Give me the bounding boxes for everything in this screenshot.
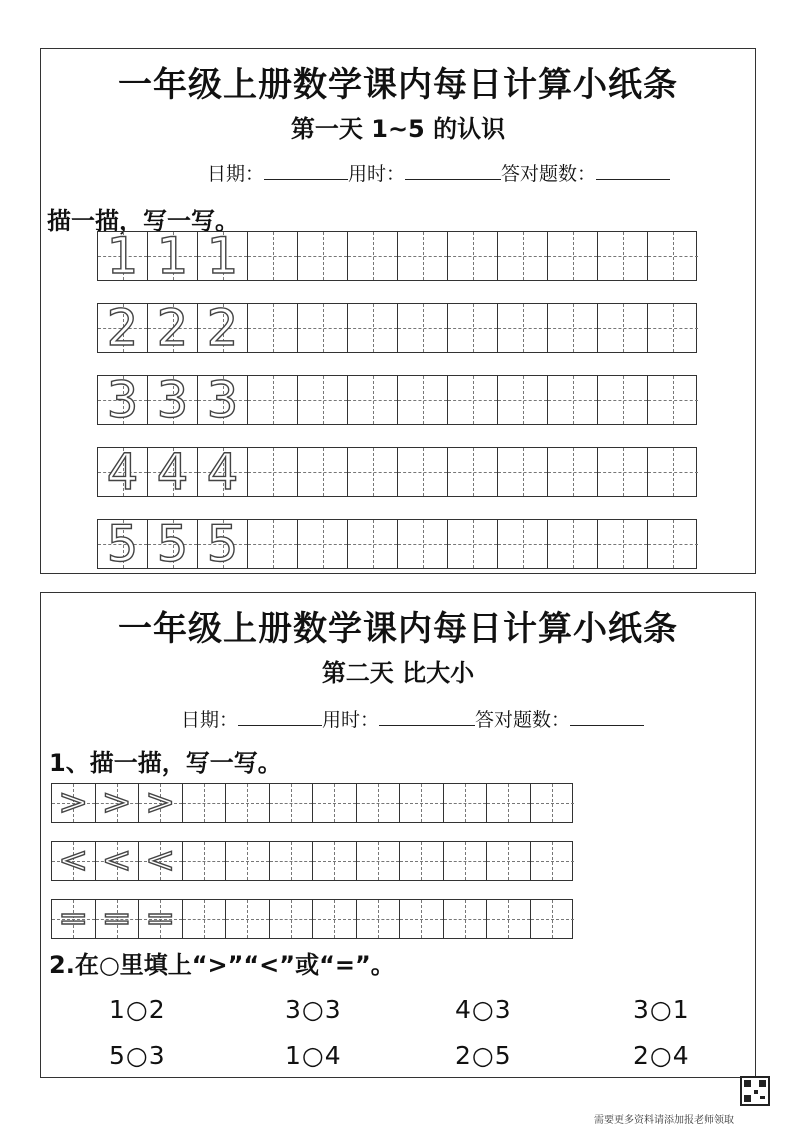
trace-glyph: > <box>58 782 89 823</box>
section-2-title: 2.在○里填上“>”“<”或“=”。 <box>49 951 395 979</box>
guide-line-horizontal <box>444 919 487 920</box>
worksheet-subtitle: 第二天 比大小 <box>321 659 475 687</box>
guide-line-horizontal <box>270 919 313 920</box>
traced-cell <box>198 371 248 429</box>
guide-line-horizontal <box>248 256 297 257</box>
trace-glyph: 5 <box>106 515 139 573</box>
comparison-item[interactable]: 4○3 <box>455 995 512 1024</box>
writing-cell[interactable] <box>298 520 348 568</box>
tracing-row <box>51 783 573 823</box>
guide-line-horizontal <box>270 803 313 804</box>
writing-cell[interactable] <box>398 448 448 496</box>
correct-count-label: 答对题数： <box>501 163 597 185</box>
guide-line-horizontal <box>400 861 443 862</box>
writing-cell[interactable] <box>448 520 498 568</box>
writing-cell[interactable] <box>348 448 398 496</box>
guide-line-horizontal <box>298 256 347 257</box>
traced-cell <box>96 842 140 880</box>
writing-cell[interactable] <box>548 376 598 424</box>
traced-cell <box>139 842 183 880</box>
trace-glyph: 3 <box>106 371 139 429</box>
traced-cell <box>96 900 140 938</box>
writing-cell[interactable] <box>348 376 398 424</box>
comparison-item[interactable]: 2○5 <box>455 1041 512 1070</box>
comparison-item[interactable]: 2○4 <box>633 1041 690 1070</box>
guide-line-horizontal <box>398 256 447 257</box>
trace-glyph: < <box>145 840 176 881</box>
guide-line-horizontal <box>498 472 547 473</box>
writing-cell[interactable] <box>348 304 398 352</box>
writing-cell[interactable] <box>498 376 548 424</box>
correct-count-field[interactable] <box>570 707 644 726</box>
trace-glyph: > <box>101 782 132 823</box>
traced-cell <box>148 515 198 573</box>
guide-line-horizontal <box>498 400 547 401</box>
guide-line-horizontal <box>444 803 487 804</box>
worksheet-day-2 <box>40 592 756 1078</box>
guide-line-horizontal <box>448 400 497 401</box>
guide-line-horizontal <box>548 256 597 257</box>
correct-count-label: 答对题数： <box>475 709 571 731</box>
guide-line-horizontal <box>248 472 297 473</box>
worksheet-title: 一年级上册数学课内每日计算小纸条 <box>118 65 678 105</box>
traced-cell <box>148 227 198 285</box>
writing-cell[interactable] <box>248 376 298 424</box>
guide-line-horizontal <box>183 861 226 862</box>
writing-cell[interactable] <box>298 232 348 280</box>
guide-line-horizontal <box>400 803 443 804</box>
time-label: 用时： <box>348 163 406 185</box>
writing-cell[interactable] <box>313 784 357 822</box>
writing-cell[interactable] <box>357 842 401 880</box>
writing-cell[interactable] <box>313 900 357 938</box>
writing-cell[interactable] <box>498 448 548 496</box>
guide-line-horizontal <box>248 544 297 545</box>
guide-line-horizontal <box>348 328 397 329</box>
guide-line-horizontal <box>313 803 356 804</box>
guide-line-horizontal <box>648 256 698 257</box>
trace-glyph: 4 <box>156 443 189 501</box>
writing-cell[interactable] <box>226 784 270 822</box>
guide-line-horizontal <box>598 400 647 401</box>
worksheet-subtitle: 第一天 1~5 的认识 <box>290 115 506 143</box>
guide-line-horizontal <box>398 544 447 545</box>
trace-glyph: = <box>58 898 89 939</box>
guide-line-horizontal <box>298 544 347 545</box>
tracing-row <box>51 841 573 881</box>
writing-cell[interactable] <box>248 232 298 280</box>
guide-line-horizontal <box>648 328 698 329</box>
guide-line-horizontal <box>313 861 356 862</box>
guide-line-horizontal <box>348 256 397 257</box>
tracing-row <box>97 443 697 501</box>
writing-cell[interactable] <box>270 900 314 938</box>
guide-line-horizontal <box>531 919 575 920</box>
writing-cell[interactable] <box>498 520 548 568</box>
traced-cell <box>98 515 148 573</box>
writing-cell[interactable] <box>400 842 444 880</box>
traced-cell <box>198 515 248 573</box>
guide-line-horizontal <box>313 919 356 920</box>
date-field[interactable] <box>264 161 348 180</box>
traced-cell <box>98 371 148 429</box>
writing-cell[interactable] <box>487 842 531 880</box>
traced-cell <box>52 842 96 880</box>
guide-line-horizontal <box>548 544 597 545</box>
writing-cell[interactable] <box>270 842 314 880</box>
trace-glyph: 2 <box>156 299 189 357</box>
writing-cell[interactable] <box>270 784 314 822</box>
writing-cell[interactable] <box>357 784 401 822</box>
guide-line-horizontal <box>270 861 313 862</box>
guide-line-horizontal <box>487 803 530 804</box>
time-field[interactable] <box>379 707 475 726</box>
writing-cell[interactable] <box>498 232 548 280</box>
trace-glyph: 2 <box>106 299 139 357</box>
guide-line-horizontal <box>648 472 698 473</box>
writing-cell[interactable] <box>398 232 448 280</box>
correct-count-field[interactable] <box>596 161 670 180</box>
guide-line-horizontal <box>298 328 347 329</box>
trace-glyph: > <box>145 782 176 823</box>
guide-line-horizontal <box>298 400 347 401</box>
comparison-item[interactable]: 5○3 <box>109 1041 166 1070</box>
comparison-item[interactable]: 3○3 <box>285 995 342 1024</box>
writing-cell[interactable] <box>598 376 648 424</box>
writing-cell[interactable] <box>487 784 531 822</box>
guide-line-horizontal <box>348 400 397 401</box>
trace-glyph: = <box>145 898 176 939</box>
comparison-item[interactable]: 1○4 <box>285 1041 342 1070</box>
traced-cell <box>148 443 198 501</box>
writing-cell[interactable] <box>444 900 488 938</box>
writing-cell[interactable] <box>648 232 698 280</box>
qr-code-icon <box>740 1076 770 1106</box>
trace-glyph: < <box>58 840 89 881</box>
writing-cell[interactable] <box>248 304 298 352</box>
guide-line-horizontal <box>226 803 269 804</box>
writing-cell[interactable] <box>448 232 498 280</box>
guide-line-horizontal <box>648 400 698 401</box>
guide-line-horizontal <box>357 803 400 804</box>
guide-line-horizontal <box>348 544 397 545</box>
worksheet-day-1 <box>40 48 756 574</box>
writing-cell[interactable] <box>357 900 401 938</box>
section-title: 描一描，写一写。 <box>47 207 239 235</box>
time-field[interactable] <box>405 161 501 180</box>
writing-cell[interactable] <box>298 448 348 496</box>
writing-cell[interactable] <box>598 232 648 280</box>
worksheet-title: 一年级上册数学课内每日计算小纸条 <box>118 609 678 649</box>
guide-line-horizontal <box>183 919 226 920</box>
tracing-row <box>97 299 697 357</box>
date-field[interactable] <box>238 707 322 726</box>
writing-cell[interactable] <box>348 232 398 280</box>
date-label: 日期： <box>181 709 239 731</box>
info-line <box>181 705 644 732</box>
writing-cell[interactable] <box>531 842 575 880</box>
writing-cell[interactable] <box>398 304 448 352</box>
writing-cell[interactable] <box>548 304 598 352</box>
section-1-title: 1、描一描，写一写。 <box>49 749 282 777</box>
guide-line-horizontal <box>398 472 447 473</box>
guide-line-horizontal <box>357 861 400 862</box>
writing-cell[interactable] <box>548 232 598 280</box>
trace-glyph: 5 <box>156 515 189 573</box>
writing-cell[interactable] <box>548 448 598 496</box>
trace-glyph: 3 <box>156 371 189 429</box>
guide-line-horizontal <box>548 328 597 329</box>
guide-line-horizontal <box>400 919 443 920</box>
guide-line-horizontal <box>183 803 226 804</box>
guide-line-horizontal <box>226 861 269 862</box>
traced-cell <box>198 299 248 357</box>
guide-line-horizontal <box>444 861 487 862</box>
trace-glyph: < <box>101 840 132 881</box>
guide-line-horizontal <box>598 544 647 545</box>
traced-cell <box>148 371 198 429</box>
time-label: 用时： <box>322 709 380 731</box>
writing-cell[interactable] <box>398 376 448 424</box>
traced-cell <box>52 784 96 822</box>
trace-glyph: = <box>101 898 132 939</box>
writing-cell[interactable] <box>648 448 698 496</box>
comparison-item[interactable]: 1○2 <box>109 995 166 1024</box>
traced-cell <box>198 227 248 285</box>
writing-cell[interactable] <box>531 784 575 822</box>
guide-line-horizontal <box>357 919 400 920</box>
traced-cell <box>148 299 198 357</box>
traced-cell <box>98 299 148 357</box>
trace-glyph: 1 <box>156 227 189 285</box>
traced-cell <box>96 784 140 822</box>
traced-cell <box>98 443 148 501</box>
writing-cell[interactable] <box>444 784 488 822</box>
writing-cell[interactable] <box>226 842 270 880</box>
trace-glyph: 2 <box>206 299 239 357</box>
guide-line-horizontal <box>226 919 269 920</box>
guide-line-horizontal <box>398 400 447 401</box>
writing-cell[interactable] <box>448 376 498 424</box>
guide-line-horizontal <box>548 472 597 473</box>
writing-cell[interactable] <box>548 520 598 568</box>
guide-line-horizontal <box>248 328 297 329</box>
traced-cell <box>139 900 183 938</box>
writing-cell[interactable] <box>298 376 348 424</box>
guide-line-horizontal <box>248 400 297 401</box>
writing-cell[interactable] <box>448 304 498 352</box>
traced-cell <box>52 900 96 938</box>
writing-cell[interactable] <box>648 304 698 352</box>
traced-cell <box>98 227 148 285</box>
info-line <box>207 159 670 186</box>
writing-cell[interactable] <box>313 842 357 880</box>
guide-line-horizontal <box>648 544 698 545</box>
tracing-row <box>97 227 697 285</box>
trace-glyph: 1 <box>206 227 239 285</box>
guide-line-horizontal <box>298 472 347 473</box>
tracing-row <box>97 515 697 573</box>
guide-line-horizontal <box>448 256 497 257</box>
guide-line-horizontal <box>498 256 547 257</box>
writing-cell[interactable] <box>648 376 698 424</box>
guide-line-horizontal <box>598 472 647 473</box>
guide-line-horizontal <box>531 861 575 862</box>
writing-cell[interactable] <box>648 520 698 568</box>
guide-line-horizontal <box>448 544 497 545</box>
writing-cell[interactable] <box>398 520 448 568</box>
trace-glyph: 4 <box>206 443 239 501</box>
writing-cell[interactable] <box>487 900 531 938</box>
trace-glyph: 5 <box>206 515 239 573</box>
footer-note: 需要更多资料请添加报老师领取 <box>594 1115 734 1126</box>
guide-line-horizontal <box>498 328 547 329</box>
writing-cell[interactable] <box>498 304 548 352</box>
guide-line-horizontal <box>348 472 397 473</box>
guide-line-horizontal <box>598 256 647 257</box>
comparison-item[interactable]: 3○1 <box>633 995 690 1024</box>
writing-cell[interactable] <box>183 784 227 822</box>
trace-glyph: 4 <box>106 443 139 501</box>
writing-cell[interactable] <box>598 520 648 568</box>
traced-cell <box>198 443 248 501</box>
writing-cell[interactable] <box>226 900 270 938</box>
guide-line-horizontal <box>548 400 597 401</box>
traced-cell <box>139 784 183 822</box>
writing-cell[interactable] <box>444 842 488 880</box>
trace-glyph: 3 <box>206 371 239 429</box>
guide-line-horizontal <box>598 328 647 329</box>
writing-cell[interactable] <box>531 900 575 938</box>
writing-cell[interactable] <box>400 784 444 822</box>
guide-line-horizontal <box>487 919 530 920</box>
writing-cell[interactable] <box>248 520 298 568</box>
writing-cell[interactable] <box>348 520 398 568</box>
guide-line-horizontal <box>487 861 530 862</box>
trace-glyph: 1 <box>106 227 139 285</box>
guide-line-horizontal <box>498 544 547 545</box>
writing-cell[interactable] <box>448 448 498 496</box>
guide-line-horizontal <box>448 328 497 329</box>
writing-cell[interactable] <box>183 842 227 880</box>
guide-line-horizontal <box>398 328 447 329</box>
writing-cell[interactable] <box>298 304 348 352</box>
date-label: 日期： <box>207 163 265 185</box>
tracing-row <box>51 899 573 939</box>
guide-line-horizontal <box>531 803 575 804</box>
guide-line-horizontal <box>448 472 497 473</box>
tracing-row <box>97 371 697 429</box>
writing-cell[interactable] <box>598 448 648 496</box>
writing-cell[interactable] <box>598 304 648 352</box>
writing-cell[interactable] <box>400 900 444 938</box>
writing-cell[interactable] <box>248 448 298 496</box>
writing-cell[interactable] <box>183 900 227 938</box>
